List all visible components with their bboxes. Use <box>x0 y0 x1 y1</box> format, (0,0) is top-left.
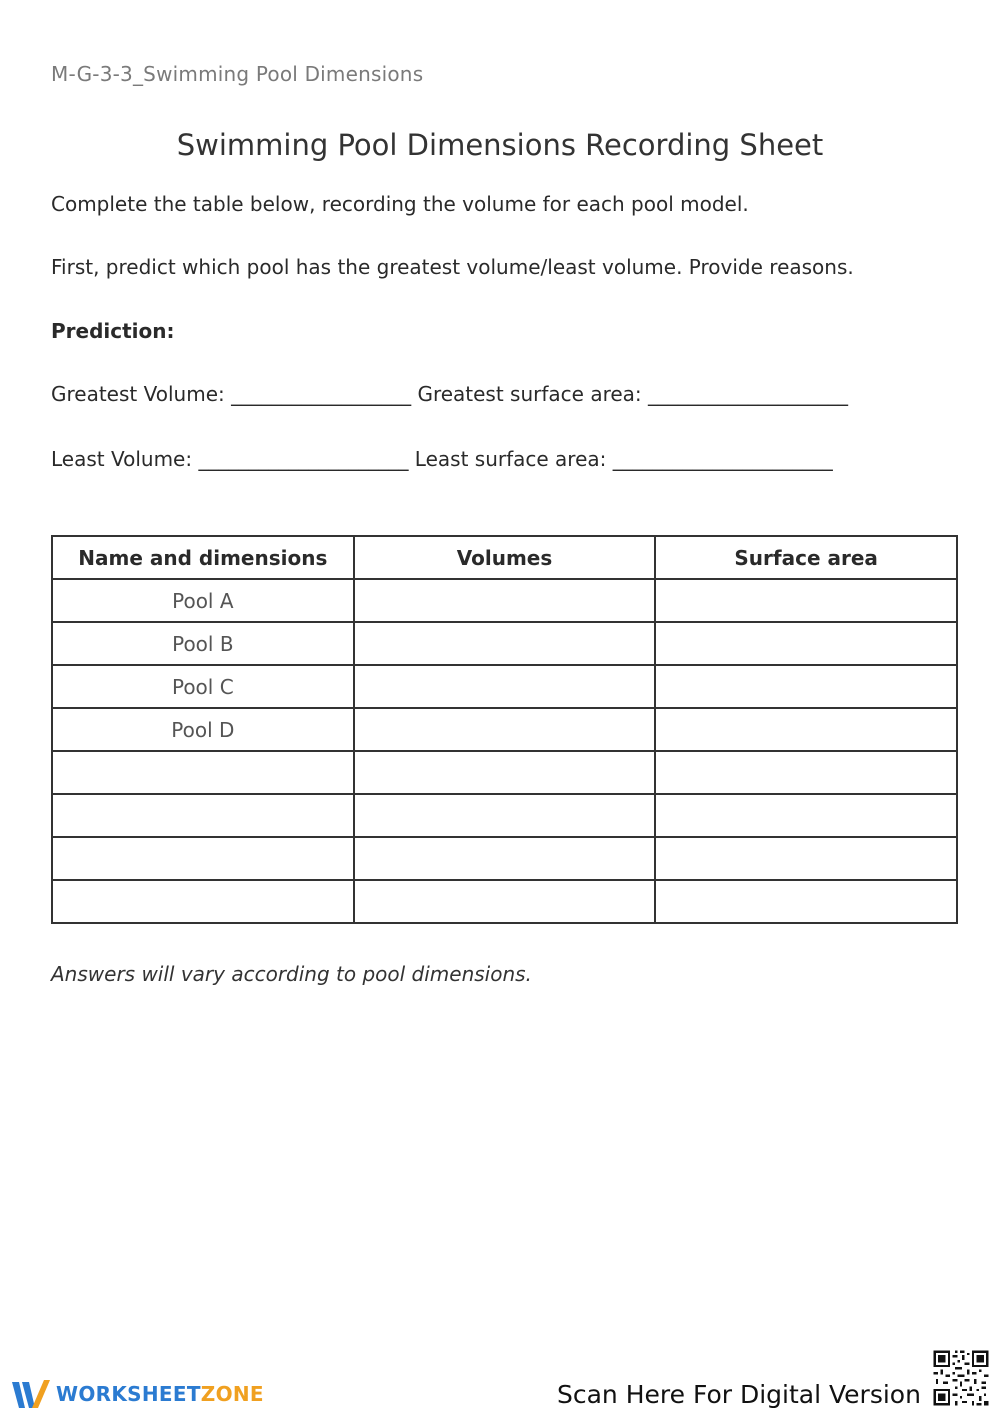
answer-note: Answers will vary according to pool dimensions. <box>51 962 532 986</box>
document-code: M-G-3-3_Swimming Pool Dimensions <box>51 62 424 86</box>
table-row <box>52 622 957 665</box>
prediction-label: Prediction: <box>51 319 175 343</box>
worksheet-zone-logo[interactable] <box>10 1376 264 1412</box>
cell-surface-area[interactable] <box>655 794 957 837</box>
cell-name[interactable] <box>52 837 354 880</box>
header-volumes: Volumes <box>354 536 656 579</box>
table-row <box>52 880 957 923</box>
table-row <box>52 837 957 880</box>
qr-code-icon[interactable] <box>931 1348 991 1408</box>
header-surface-area: Surface area <box>655 536 957 579</box>
table-row <box>52 751 957 794</box>
instruction-line-1: Complete the table below, recording the volume for each pool model. <box>51 192 749 216</box>
header-name-dimensions: Name and dimensions <box>52 536 354 579</box>
cell-surface-area[interactable] <box>655 880 957 923</box>
cell-volume[interactable] <box>354 622 656 665</box>
recording-table <box>51 535 958 924</box>
table-row <box>52 579 957 622</box>
cell-volume[interactable] <box>354 665 656 708</box>
cell-volume[interactable] <box>354 579 656 622</box>
cell-volume[interactable] <box>354 880 656 923</box>
table-row <box>52 794 957 837</box>
table-row <box>52 665 957 708</box>
instruction-line-2: First, predict which pool has the greatest volume/least volume. Provide reasons. <box>51 255 854 279</box>
cell-name: Pool B <box>52 622 354 665</box>
cell-surface-area[interactable] <box>655 708 957 751</box>
cell-volume[interactable] <box>354 794 656 837</box>
cell-name[interactable] <box>52 794 354 837</box>
page-title: Swimming Pool Dimensions Recording Sheet <box>176 128 824 162</box>
cell-surface-area[interactable] <box>655 751 957 794</box>
cell-surface-area[interactable] <box>655 579 957 622</box>
scan-caption: Scan Here For Digital Version <box>557 1380 921 1409</box>
cell-name: Pool A <box>52 579 354 622</box>
table-header-row <box>52 536 957 579</box>
table-row <box>52 708 957 751</box>
cell-name[interactable] <box>52 751 354 794</box>
greatest-prediction-line[interactable]: Greatest Volume: __________________ Greatest surface area: ____________________ <box>51 382 849 406</box>
cell-surface-area[interactable] <box>655 622 957 665</box>
cell-name: Pool C <box>52 665 354 708</box>
logo-wordmark: WORKSHEETZONE <box>56 1382 264 1406</box>
cell-surface-area[interactable] <box>655 665 957 708</box>
cell-volume[interactable] <box>354 751 656 794</box>
cell-volume[interactable] <box>354 708 656 751</box>
cell-surface-area[interactable] <box>655 837 957 880</box>
cell-name: Pool D <box>52 708 354 751</box>
worksheet-zone-logo-icon <box>10 1376 52 1412</box>
cell-name[interactable] <box>52 880 354 923</box>
least-prediction-line[interactable]: Least Volume: _____________________ Least surface area: ______________________ <box>51 447 833 471</box>
cell-volume[interactable] <box>354 837 656 880</box>
